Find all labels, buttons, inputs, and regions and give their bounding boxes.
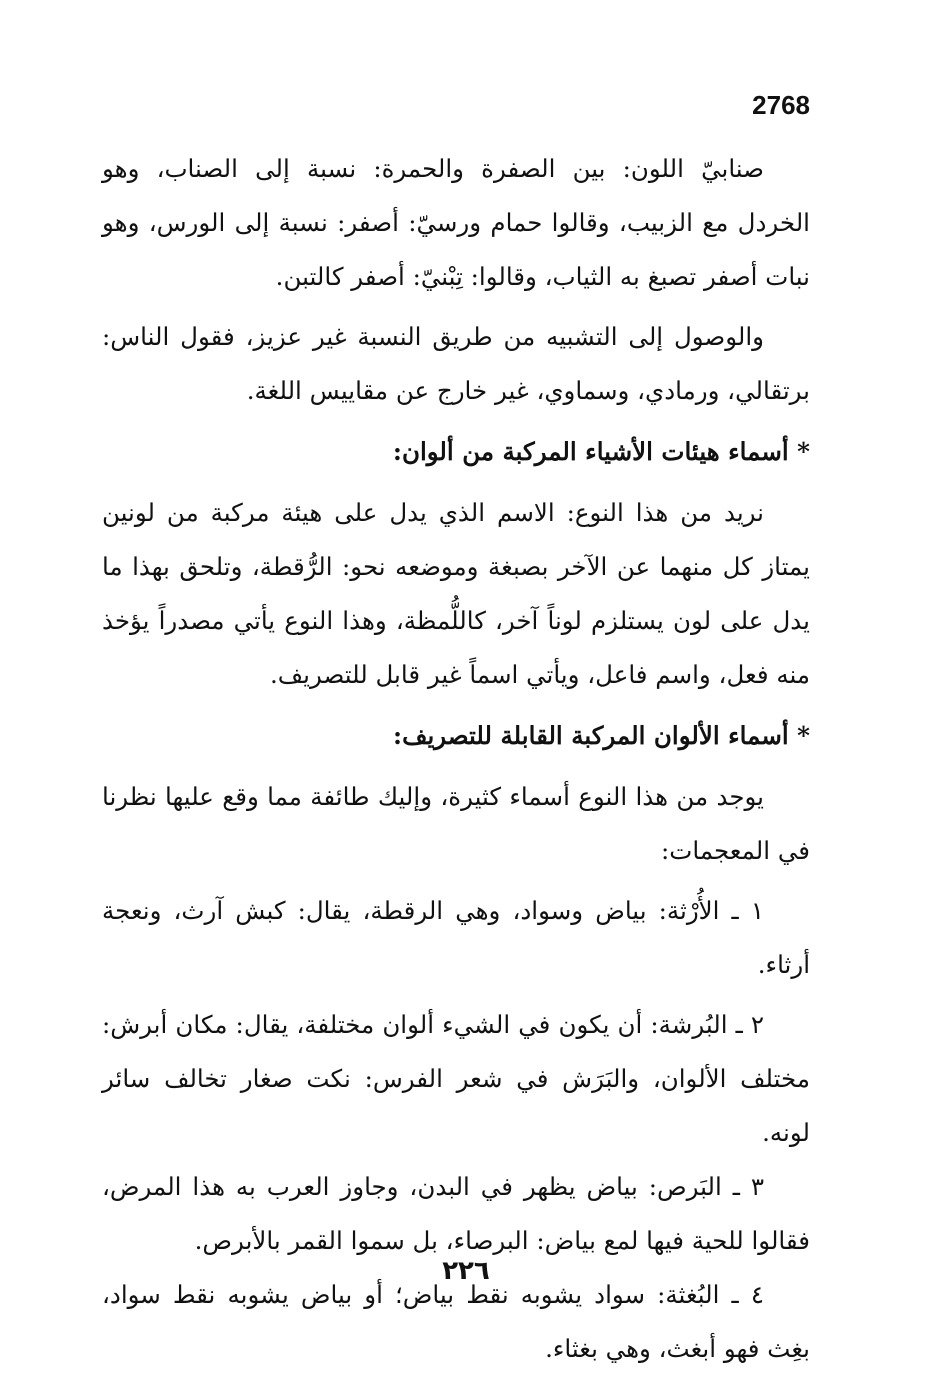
page-number-bottom: ٢٢٦ [442, 1256, 490, 1286]
page-number-top: 2768 [752, 90, 810, 120]
paragraph-1: صنابيّ اللون: بين الصفرة والحمرة: نسبة إلى الصناب، وهو الخردل مع الزبيب، وقالوا حمام ورسيّ: أصفر: نسبة إلى الورس، وهو نبات أصفر تصبغ به الثياب، وقالوا: تِبْنيّ: أصفر كالتبن. [102, 154, 810, 291]
paragraph-2: والوصول إلى التشبيه من طريق النسبة غير عزيز، فقول الناس: برتقالي، ورمادي، وسماوي، غير خارج عن مقاييس اللغة. [102, 322, 810, 405]
list-item-1: ١ ـ الأُرْثة: بياض وسواد، وهي الرقطة، يقال: كبش آرث، ونعجة أرثاء. [102, 896, 810, 979]
list-item-2: ٢ ـ البُرشة: أن يكون في الشيء ألوان مختلفة، يقال: مكان أبرش: مختلف الألوان، والبَرَش في شعر الفرس: نكت صغار تخالف سائر لونه. [102, 1010, 810, 1147]
list-item-4: ٤ ـ البُغثة: سواد يشوبه نقط بياض؛ أو بياض يشوبه نقط سواد، بغِث فهو أبغث، وهي بغثاء. [102, 1280, 810, 1363]
list-item-3: ٣ ـ البَرص: بياض يظهر في البدن، وجاوز العرب به هذا المرض، فقالوا للحية فيها لمع بياض: البرصاء، بل سموا القمر بالأبرص. [102, 1172, 810, 1255]
section-heading-compound-shapes: * أسماء هيئات الأشياء المركبة من ألوان: [392, 437, 810, 466]
paragraph-3: نريد من هذا النوع: الاسم الذي يدل على هيئة مركبة من لونين يمتاز كل منهما عن الآخر بصبغة وموضعه نحو: الرُّقطة، وتلحق بهذا ما يدل على لون يستلزم لوناً آخر، كاللُّمظة، وهذا النوع يأتي مصدراً يؤخذ منه فعل، واسم فاعل، ويأتي اسماً غير قابل للتصريف. [102, 498, 810, 689]
paragraph-4: يوجد من هذا النوع أسماء كثيرة، وإليك طائفة مما وقع عليها نظرنا في المعجمات: [102, 782, 810, 865]
section-heading-compound-colors: * أسماء الألوان المركبة القابلة للتصريف: [393, 721, 810, 750]
page-body [102, 142, 810, 1376]
